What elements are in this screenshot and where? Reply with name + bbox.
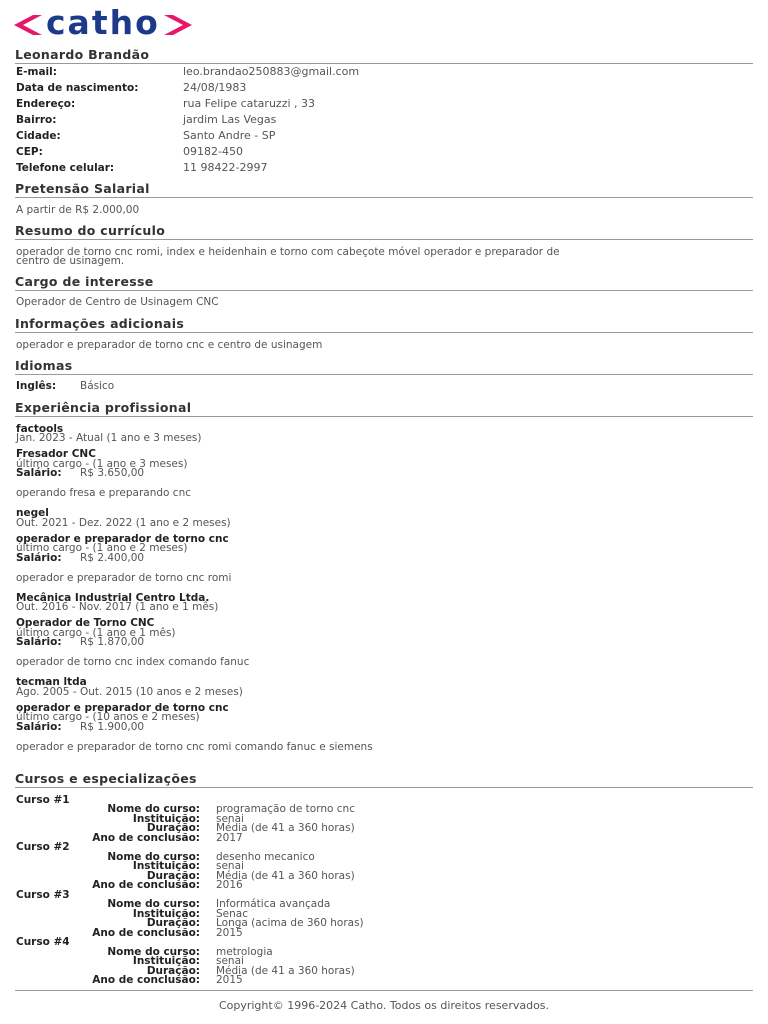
- last-role-duration: último cargo - (1 ano e 2 meses): [16, 542, 188, 554]
- course-heading: Curso #2: [16, 841, 70, 853]
- job-role: operador e preparador de torno cnc: [16, 702, 229, 714]
- phone-value: 11 98422-2997: [183, 161, 268, 174]
- salary-value: R$ 2.400,00: [80, 552, 145, 564]
- company-name: tecman ltda: [16, 676, 87, 688]
- footer-divider: [15, 990, 753, 991]
- course-year: 2017: [216, 832, 243, 844]
- experience-heading: Experiência profissional: [15, 400, 753, 417]
- neighborhood-value: jardim Las Vegas: [183, 113, 277, 126]
- course-institution: senai: [216, 860, 244, 872]
- job-description: operador e preparador de torno cnc romi comando fanuc e siemens: [16, 741, 373, 753]
- course-duration-label: Duração:: [146, 870, 200, 882]
- course-institution-label: Instituição:: [132, 813, 200, 825]
- job-period: Out. 2016 - Nov. 2017 (1 ano e 1 mês): [16, 601, 219, 613]
- job-role: Operador de Torno CNC: [16, 617, 155, 629]
- logo-wordmark: catho: [46, 2, 160, 42]
- salary-label: Salário:: [16, 636, 62, 648]
- salary-text: A partir de R$ 2.000,00: [16, 204, 140, 216]
- summary-heading: Resumo do currículo: [15, 223, 753, 240]
- job-description: operador de torno cnc index comando fanuc: [16, 656, 250, 668]
- address-label: Endereço:: [16, 98, 76, 110]
- course-name: Informática avançada: [216, 898, 331, 910]
- course-institution: Senac: [216, 908, 248, 920]
- course-name-label: Nome do curso:: [107, 803, 200, 815]
- job-period: Jan. 2023 - Atual (1 ano e 3 meses): [16, 432, 202, 444]
- languages-heading: Idiomas: [15, 358, 753, 375]
- company-name: negel: [16, 507, 49, 519]
- birthdate-label: Data de nascimento:: [16, 82, 139, 94]
- course-year: 2016: [216, 879, 243, 891]
- summary-text-line1: operador de torno cnc romi, index e heidenhain e torno com cabeçote móvel operador e preparador de: [16, 246, 560, 258]
- email-label: E-mail:: [16, 66, 57, 78]
- company-name: factools: [16, 423, 64, 435]
- course-duration: Média (de 41 a 360 horas): [216, 965, 355, 977]
- chevron-left-icon: [14, 15, 42, 35]
- course-year: 2015: [216, 927, 243, 939]
- course-name: programação de torno cnc: [216, 803, 355, 815]
- additional-heading: Informações adicionais: [15, 316, 753, 333]
- salary-label: Salário:: [16, 721, 62, 733]
- company-name: Mecânica Industrial Centro Ltda.: [16, 592, 210, 604]
- job-period: Out. 2021 - Dez. 2022 (1 ano e 2 meses): [16, 517, 231, 529]
- catho-logo: [14, 2, 192, 42]
- cep-label: CEP:: [16, 146, 43, 158]
- course-year-label: Ano de conclusão:: [92, 974, 200, 986]
- course-name-label: Nome do curso:: [107, 946, 200, 958]
- interest-heading: Cargo de interesse: [15, 274, 753, 291]
- course-name: metrologia: [216, 946, 273, 958]
- course-institution-label: Instituição:: [132, 955, 200, 967]
- course-year: 2015: [216, 974, 243, 986]
- course-institution-label: Instituição:: [132, 860, 200, 872]
- footer-copyright: Copyright© 1996-2024 Catho. Todos os direitos reservados.: [218, 999, 550, 1012]
- course-duration-label: Duração:: [146, 965, 200, 977]
- phone-label: Telefone celular:: [16, 162, 115, 174]
- salary-label: Salário:: [16, 552, 62, 564]
- course-heading: Curso #4: [16, 936, 70, 948]
- birthdate-value: 24/08/1983: [183, 81, 247, 94]
- city-value: Santo Andre - SP: [183, 129, 276, 142]
- course-institution: senai: [216, 813, 244, 825]
- course-duration-label: Duração:: [146, 822, 200, 834]
- course-heading: Curso #1: [16, 794, 70, 806]
- job-period: Ago. 2005 - Out. 2015 (10 anos e 2 meses): [16, 686, 243, 698]
- course-heading: Curso #3: [16, 889, 70, 901]
- salary-value: R$ 1.900,00: [80, 721, 145, 733]
- salary-value: R$ 3.650,00: [80, 467, 145, 479]
- neighborhood-label: Bairro:: [16, 114, 57, 126]
- course-institution: senai: [216, 955, 244, 967]
- address-value: rua Felipe cataruzzi , 33: [183, 97, 316, 110]
- course-year-label: Ano de conclusão:: [92, 832, 200, 844]
- email-value: leo.brandao250883@gmail.com: [183, 65, 360, 78]
- chevron-right-icon: [164, 15, 192, 35]
- language-level: Básico: [80, 380, 115, 392]
- course-duration: Longa (acima de 360 horas): [216, 917, 364, 929]
- course-year-label: Ano de conclusão:: [92, 879, 200, 891]
- salary-label: Salário:: [16, 467, 62, 479]
- interest-text: Operador de Centro de Usinagem CNC: [16, 296, 219, 308]
- courses-heading: Cursos e especializações: [15, 771, 753, 788]
- city-label: Cidade:: [16, 130, 61, 142]
- salary-value: R$ 1.870,00: [80, 636, 145, 648]
- additional-text: operador e preparador de torno cnc e centro de usinagem: [16, 339, 323, 351]
- course-institution-label: Instituição:: [132, 908, 200, 920]
- summary-text-line2: centro de usinagem.: [16, 255, 125, 267]
- job-description: operando fresa e preparando cnc: [16, 487, 192, 499]
- cep-value: 09182-450: [183, 145, 243, 158]
- course-name-label: Nome do curso:: [107, 898, 200, 910]
- job-description: operador e preparador de torno cnc romi: [16, 572, 232, 584]
- salary-heading: Pretensão Salarial: [15, 181, 753, 198]
- course-duration: Média (de 41 a 360 horas): [216, 870, 355, 882]
- candidate-name: Leonardo Brandão: [15, 47, 753, 64]
- course-name-label: Nome do curso:: [107, 851, 200, 863]
- course-duration: Média (de 41 a 360 horas): [216, 822, 355, 834]
- last-role-duration: último cargo - (1 ano e 3 meses): [16, 458, 188, 470]
- job-role: operador e preparador de torno cnc: [16, 533, 229, 545]
- course-name: desenho mecanico: [216, 851, 315, 863]
- last-role-duration: último cargo - (10 anos e 2 meses): [16, 711, 200, 723]
- job-role: Fresador CNC: [16, 448, 96, 460]
- language-label: Inglês:: [16, 380, 57, 392]
- course-duration-label: Duração:: [146, 917, 200, 929]
- course-year-label: Ano de conclusão:: [92, 927, 200, 939]
- last-role-duration: último cargo - (1 ano e 1 mês): [16, 627, 176, 639]
